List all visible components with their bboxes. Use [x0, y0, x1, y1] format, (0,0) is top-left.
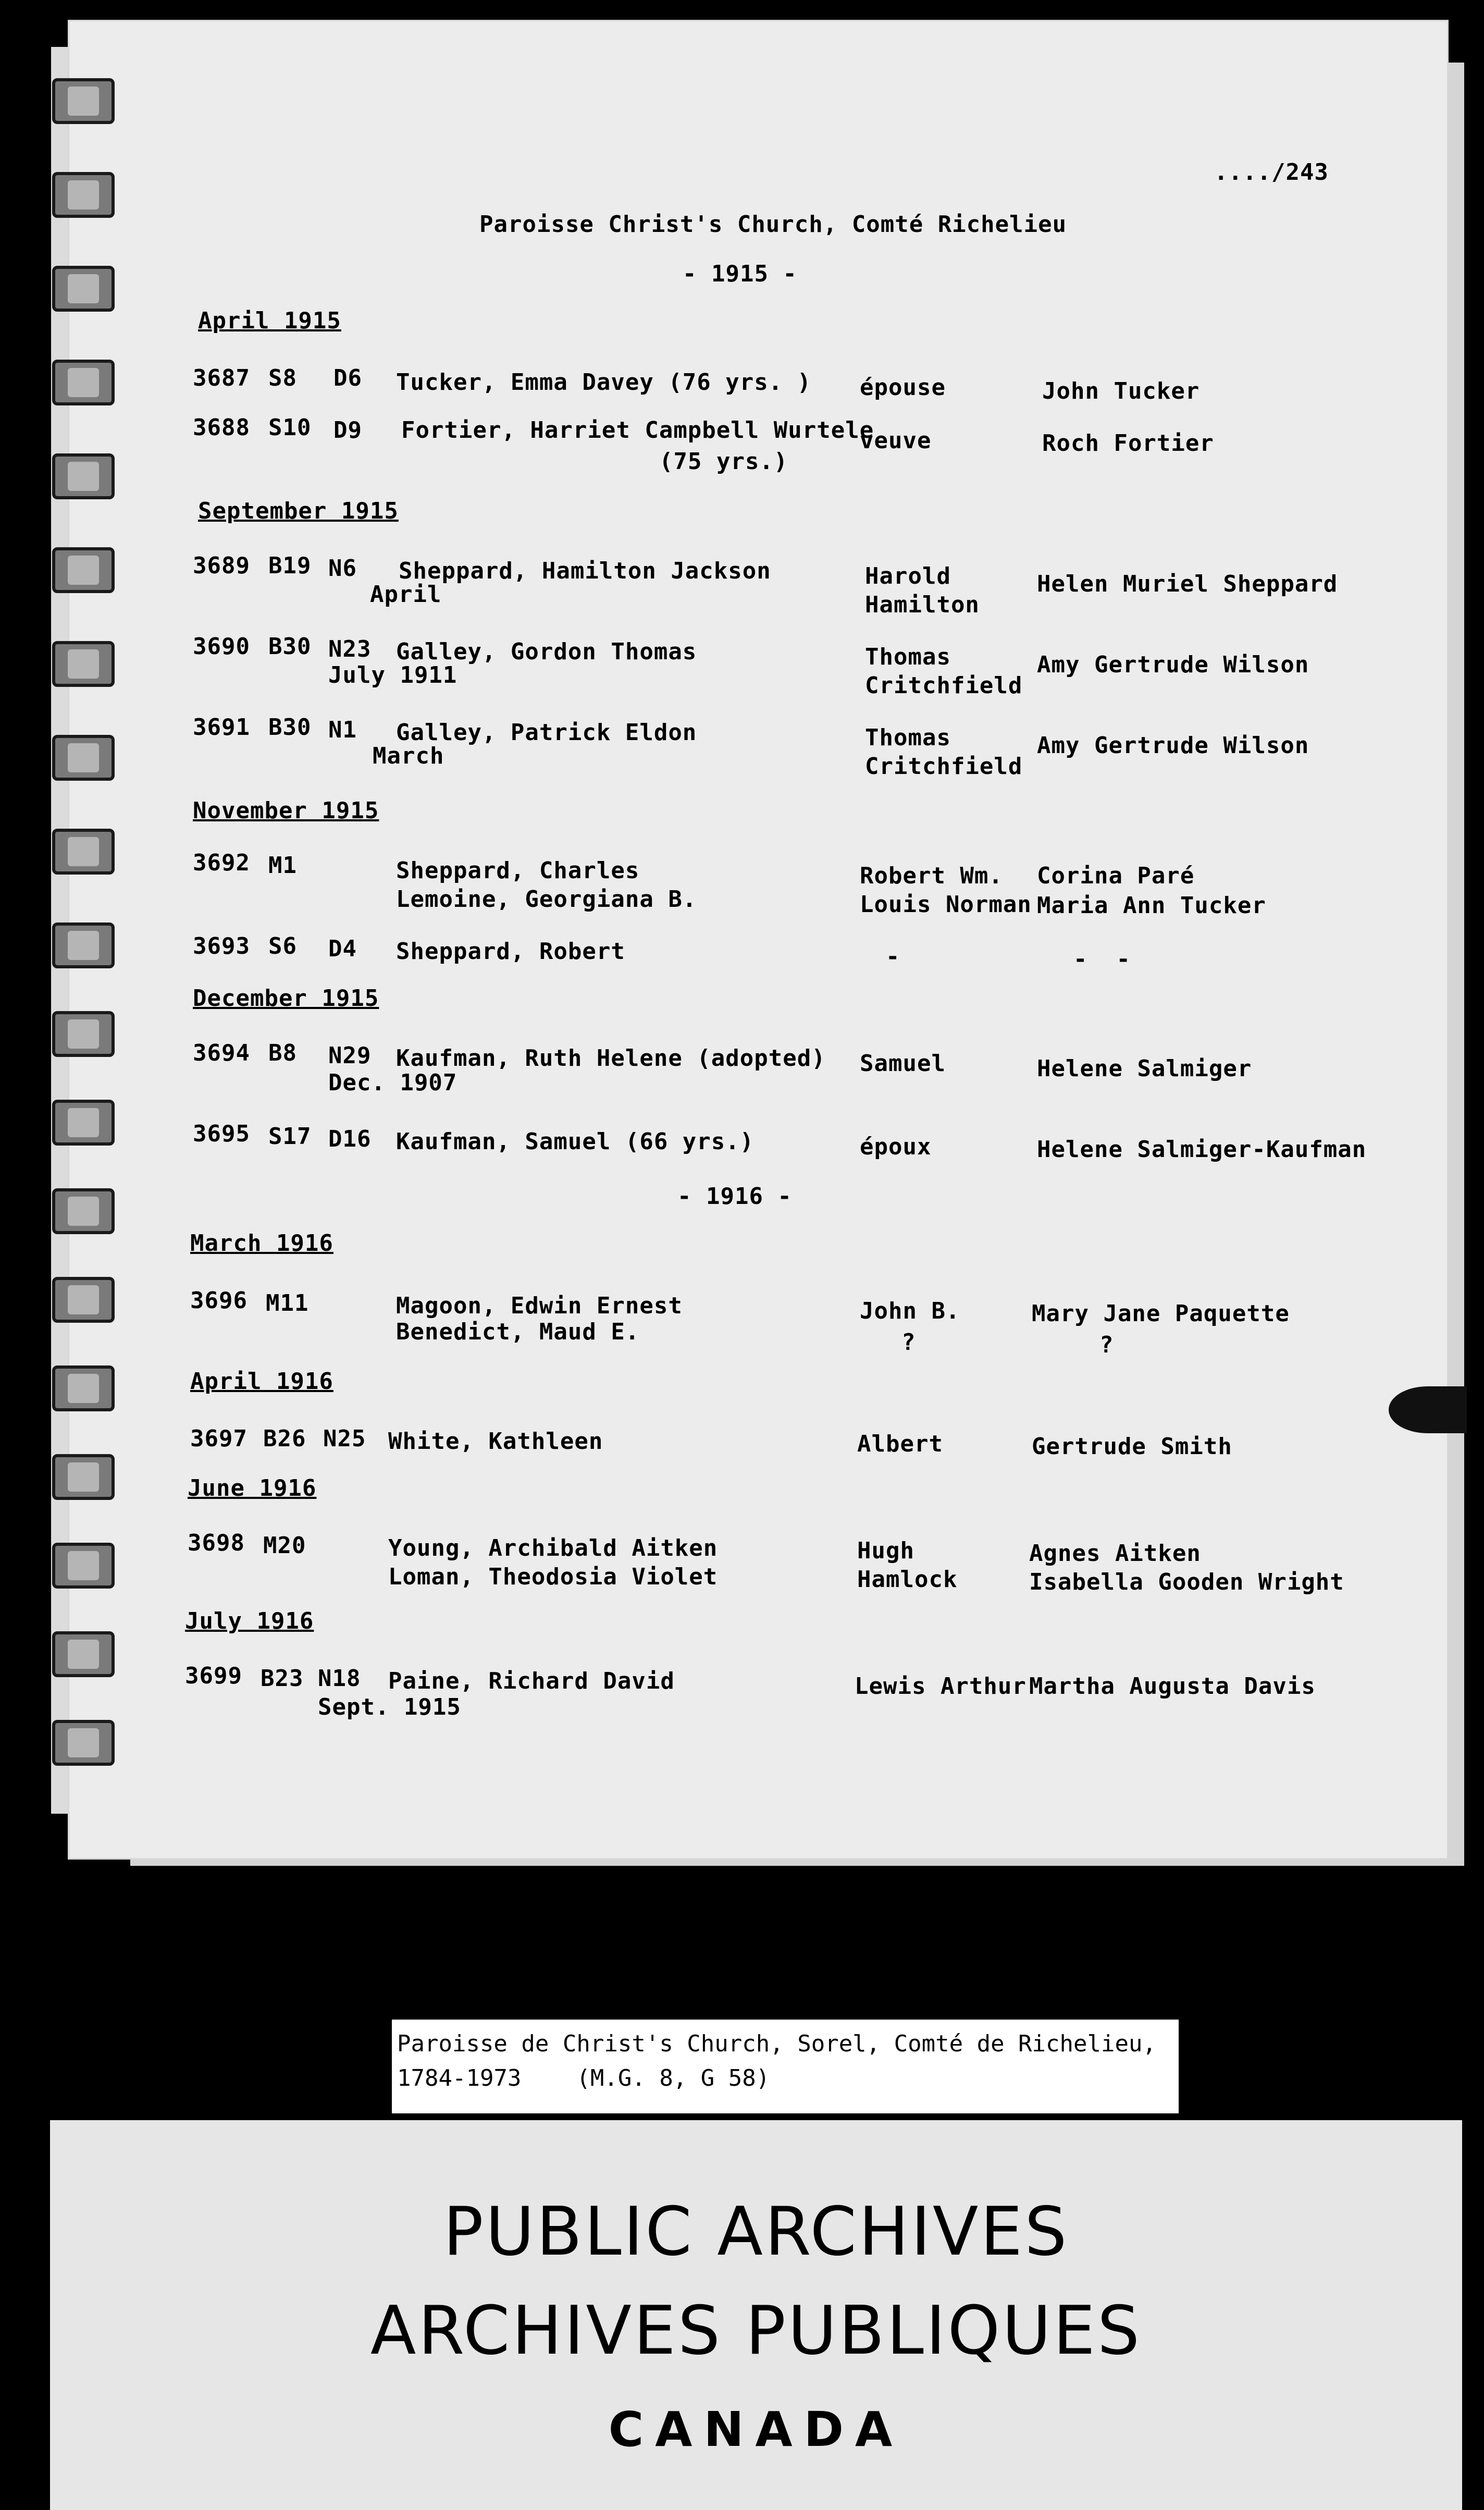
- caption-line-2: 1784-1973 (M.G. 8, G 58): [397, 2065, 770, 2091]
- stamp-line-1: PUBLIC ARCHIVES: [443, 2193, 1069, 2271]
- entry-date: N18: [318, 1665, 361, 1692]
- entry-date: N29: [328, 1042, 372, 1069]
- entry-act: B8: [268, 1040, 297, 1066]
- entry-date: N1: [328, 717, 357, 743]
- binding-ring-icon: [52, 1365, 115, 1411]
- binding-ring-icon: [52, 360, 115, 405]
- entry-parent-2: Helene Salmiger: [1037, 1055, 1252, 1082]
- entry-parent-1: Thomas: [865, 724, 951, 751]
- binding-ring-icon: [52, 1631, 115, 1677]
- section-heading: April 1915: [198, 307, 341, 334]
- binding-ring-icon: [52, 1011, 115, 1057]
- entry-name: Galley, Gordon Thomas: [396, 638, 697, 665]
- entry-date-line-2: March: [373, 743, 444, 769]
- entry-number: 3692: [193, 850, 250, 876]
- section-heading: July 1916: [185, 1608, 314, 1634]
- binding-ring-icon: [52, 547, 115, 593]
- section-heading: September 1915: [198, 498, 399, 524]
- entry-parent-1: veuve: [860, 427, 932, 454]
- entry-name-line-2: Lemoine, Georgiana B.: [396, 886, 697, 913]
- binding-ring-icon: [52, 453, 115, 499]
- section-heading: March 1916: [190, 1230, 333, 1257]
- page-tab-icon: [1389, 1386, 1467, 1433]
- entry-parent-1: Robert Wm.: [860, 863, 1003, 889]
- entry-date: N25: [323, 1425, 366, 1452]
- section-heading: June 1916: [188, 1475, 317, 1502]
- entry-parent-1: Samuel: [860, 1050, 946, 1077]
- entry-parent-2: Amy Gertrude Wilson: [1037, 651, 1309, 678]
- binding-ring-icon: [52, 1188, 115, 1234]
- year-heading-1916: - 1916 -: [677, 1183, 792, 1210]
- entry-date: N6: [328, 555, 357, 582]
- entry-number: 3690: [193, 633, 250, 660]
- year-heading-1915: - 1915 -: [683, 261, 797, 287]
- entry-number: 3698: [188, 1530, 245, 1556]
- entry-name: Tucker, Emma Davey (76 yrs. ): [396, 369, 812, 396]
- entry-parent-1-line-2: ?: [901, 1329, 916, 1356]
- entry-parent-2-line-2: ?: [1099, 1332, 1114, 1358]
- entry-act: B23: [261, 1665, 304, 1692]
- binding-ring-icon: [52, 1277, 115, 1323]
- binding-ring-icon: [52, 829, 115, 875]
- entry-parent-1-line-2: Hamlock: [857, 1566, 958, 1593]
- entry-parent-1: Albert: [857, 1431, 943, 1457]
- entry-parent-1: Harold: [865, 563, 951, 589]
- entry-name: Sheppard, Hamilton Jackson: [399, 558, 771, 584]
- binding-ring-icon: [52, 1100, 115, 1146]
- binding-ring-icon: [52, 922, 115, 968]
- entry-act: M11: [266, 1290, 309, 1316]
- entry-parent-1-line-2: Louis Norman: [860, 891, 1032, 918]
- entry-parent-1: John B.: [860, 1298, 960, 1324]
- entry-act: S10: [268, 414, 312, 441]
- entry-act: B19: [268, 552, 312, 579]
- entry-parent-2-line-2: Isabella Gooden Wright: [1029, 1569, 1344, 1595]
- entry-parent-2: Helen Muriel Sheppard: [1037, 571, 1338, 597]
- entry-parent-1: épouse: [860, 374, 946, 401]
- entry-number: 3699: [185, 1663, 242, 1689]
- entry-parent-1: Lewis Arthur: [855, 1673, 1027, 1700]
- entry-name: Kaufman, Ruth Helene (adopted): [396, 1045, 826, 1072]
- entry-act: S8: [268, 365, 297, 391]
- binding-ring-icon: [52, 172, 115, 218]
- entry-number: 3687: [193, 365, 250, 391]
- entry-date-line-2: April: [370, 581, 442, 608]
- stamp-line-3: CANADA: [608, 2402, 904, 2457]
- entry-act: B30: [268, 714, 312, 741]
- binding-ring-icon: [52, 1543, 115, 1589]
- entry-name: White, Kathleen: [388, 1428, 603, 1455]
- section-heading: April 1916: [190, 1368, 333, 1395]
- entry-parent-1: Thomas: [865, 644, 951, 670]
- entry-parent-2: Helene Salmiger-Kaufman: [1037, 1136, 1367, 1163]
- entry-name: Fortier, Harriet Campbell Wurtele: [401, 417, 874, 444]
- stamp-line-2: ARCHIVES PUBLIQUES: [370, 2292, 1142, 2370]
- entry-act: S6: [268, 933, 297, 959]
- entry-act: B26: [263, 1425, 306, 1452]
- film-caption: [392, 2020, 1179, 2113]
- entry-parent-1-line-2: Critchfield: [865, 753, 1023, 780]
- section-heading: December 1915: [193, 985, 379, 1012]
- entry-number: 3688: [193, 414, 250, 441]
- entry-act: S17: [268, 1123, 312, 1150]
- binding-ring-icon: [52, 641, 115, 687]
- entry-parent-2: Amy Gertrude Wilson: [1037, 732, 1309, 759]
- entry-parent-2: Roch Fortier: [1042, 430, 1214, 457]
- entry-name-line-2: Benedict, Maud E.: [396, 1319, 640, 1345]
- entry-parent-1: Hugh: [857, 1537, 914, 1564]
- entry-parent-1: -: [886, 943, 900, 970]
- page-title: Paroisse Christ's Church, Comté Richelieu: [479, 211, 1067, 238]
- entry-parent-1: époux: [860, 1134, 932, 1160]
- entry-parent-2: John Tucker: [1042, 378, 1200, 404]
- entry-number: 3693: [193, 933, 250, 959]
- entry-name: Sheppard, Robert: [396, 938, 625, 965]
- entry-number: 3697: [190, 1425, 248, 1452]
- entry-name: Sheppard, Charles: [396, 857, 640, 884]
- section-heading: November 1915: [193, 797, 379, 824]
- entry-date-line-2: July 1911: [328, 662, 457, 688]
- entry-name: Paine, Richard David: [388, 1668, 675, 1694]
- entry-act: M20: [263, 1532, 306, 1559]
- entry-parent-1-line-2: Hamilton: [865, 592, 980, 618]
- binding-ring-icon: [52, 266, 115, 312]
- entry-parent-2: Gertrude Smith: [1032, 1433, 1232, 1460]
- binding-ring-icon: [52, 735, 115, 781]
- entry-name: Magoon, Edwin Ernest: [396, 1293, 683, 1319]
- entry-name-line-2: Loman, Theodosia Violet: [388, 1564, 718, 1590]
- entry-act: M1: [268, 852, 297, 879]
- entry-act: B30: [268, 633, 312, 660]
- entry-parent-2: Martha Augusta Davis: [1029, 1673, 1316, 1700]
- entry-date: D9: [333, 417, 362, 444]
- entry-parent-2-line-2: Maria Ann Tucker: [1037, 892, 1266, 919]
- entry-date: D6: [333, 365, 362, 391]
- entry-date-line-2: Sept. 1915: [318, 1694, 461, 1720]
- page-number: ..../243: [1214, 159, 1329, 186]
- entry-date: D16: [328, 1126, 372, 1152]
- entry-name: Young, Archibald Aitken: [388, 1535, 718, 1561]
- entry-date: N23: [328, 636, 372, 662]
- entry-name: Galley, Patrick Eldon: [396, 719, 697, 746]
- entry-parent-2: Corina Paré: [1037, 863, 1195, 889]
- entry-name: Kaufman, Samuel (66 yrs.): [396, 1128, 755, 1155]
- entry-parent-2: Agnes Aitken: [1029, 1540, 1201, 1567]
- archives-stamp: [50, 2120, 1462, 2510]
- entry-number: 3695: [193, 1121, 250, 1147]
- binding-ring-icon: [52, 78, 115, 124]
- entry-number: 3694: [193, 1040, 250, 1066]
- entry-number: 3689: [193, 552, 250, 579]
- binding-ring-icon: [52, 1720, 115, 1766]
- entry-date-line-2: Dec. 1907: [328, 1069, 457, 1096]
- entry-name-line-2: (75 yrs.): [659, 448, 788, 475]
- caption-line-1: Paroisse de Christ's Church, Sorel, Comté de Richelieu,: [397, 2031, 1156, 2057]
- entry-parent-2: Mary Jane Paquette: [1032, 1300, 1290, 1327]
- entry-date: D4: [328, 936, 357, 962]
- entry-parent-2: - -: [1073, 946, 1131, 973]
- entry-number: 3696: [190, 1287, 248, 1314]
- entry-number: 3691: [193, 714, 250, 741]
- binding-ring-icon: [52, 1454, 115, 1500]
- entry-parent-1-line-2: Critchfield: [865, 672, 1023, 699]
